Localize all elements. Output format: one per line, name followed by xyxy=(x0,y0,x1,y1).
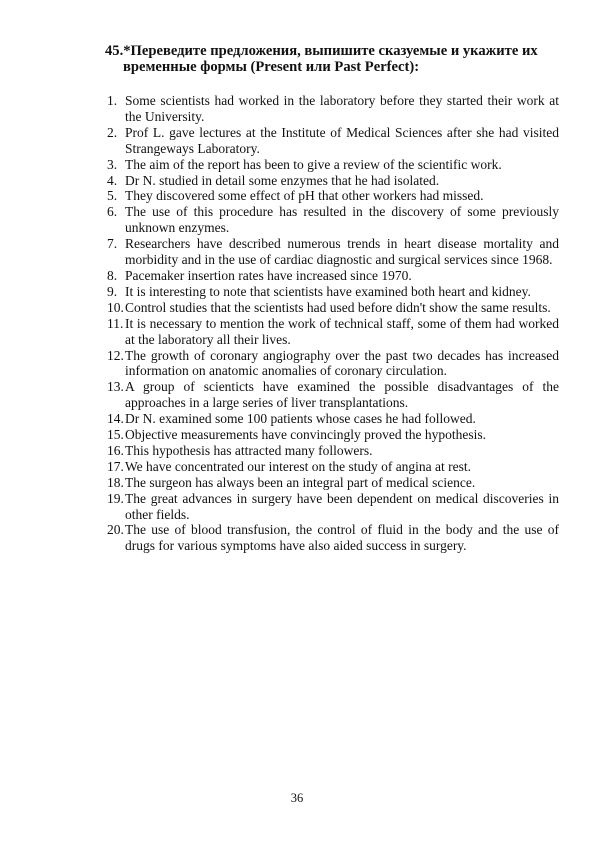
sentence-item xyxy=(107,316,559,348)
sentence-text: Pacemaker insertion rates have increased since 1970. xyxy=(125,267,412,283)
sentence-text: The surgeon has always been an integral part of medical science. xyxy=(125,474,476,490)
sentence-number: 18. xyxy=(107,474,124,490)
sentence-text: Dr N. examined some 100 patients whose cases he had followed. xyxy=(125,411,476,427)
sentence-number: 3. xyxy=(107,156,118,172)
sentence-item xyxy=(107,268,559,284)
sentence-number: 8. xyxy=(107,267,118,283)
sentence-item xyxy=(107,204,559,236)
sentence-text: Control studies that the scientists had used before didn't show the same results. xyxy=(125,299,551,315)
sentence-item xyxy=(107,522,559,554)
sentence-text: It is interesting to note that scientists have examined both heart and kidney. xyxy=(125,283,531,299)
sentence-item xyxy=(107,157,559,173)
exercise-number: 45.* xyxy=(105,43,131,59)
sentence-number: 14. xyxy=(107,411,124,427)
sentence-number: 12. xyxy=(107,347,124,363)
sentence-item xyxy=(107,411,559,427)
sentence-number: 9. xyxy=(107,283,118,299)
page-number: 36 xyxy=(290,791,304,805)
sentence-number: 4. xyxy=(107,172,118,188)
sentence-item xyxy=(107,459,559,475)
sentence-list xyxy=(107,93,559,554)
sentence-text: Prof L. gave lectures at the Institute of Medical Sciences after she had visited Strangeways Laboratory. xyxy=(125,124,559,156)
sentence-item xyxy=(107,379,559,411)
sentence-item xyxy=(107,236,559,268)
sentence-number: 1. xyxy=(107,93,118,108)
sentence-item xyxy=(107,173,559,189)
sentence-item xyxy=(107,300,559,316)
sentence-text: Researchers have described numerous trends in heart disease mortality and morbidity and in the use of cardiac diagnostic and surgical services since 1968. xyxy=(125,236,559,268)
sentence-item xyxy=(107,427,559,443)
sentence-text: A group of scienticts have examined the possible disadvantages of the approaches in a large series of liver transplantations. xyxy=(125,379,559,411)
exercise-instruction-line-2: временные формы (Present или Past Perfect): xyxy=(123,59,420,75)
sentence-number: 11. xyxy=(107,315,124,331)
exercise-heading xyxy=(105,43,560,75)
sentence-item xyxy=(107,348,559,380)
sentence-text: The growth of coronary angiography over the past two decades has increased information on anatomic anomalies of coronary circulation. xyxy=(125,347,559,379)
sentence-number: 17. xyxy=(107,458,124,474)
sentence-item xyxy=(107,443,559,459)
sentence-item xyxy=(107,284,559,300)
sentence-number: 6. xyxy=(107,204,118,220)
sentence-text: This hypothesis has attracted many followers. xyxy=(125,442,373,458)
sentence-number: 7. xyxy=(107,236,118,252)
sentence-text: They discovered some effect of pH that other workers had missed. xyxy=(125,188,484,204)
sentence-number: 15. xyxy=(107,427,124,443)
sentence-item xyxy=(107,125,559,157)
sentence-text: The use of this procedure has resulted in the discovery of some previously unknown enzymes. xyxy=(125,204,559,236)
sentence-text: It is necessary to mention the work of technical staff, some of them had worked at the laboratory all their lives. xyxy=(125,315,559,347)
sentence-number: 19. xyxy=(107,490,124,506)
sentence-number: 2. xyxy=(107,124,118,140)
sentence-item xyxy=(107,491,559,523)
sentence-number: 16. xyxy=(107,442,124,458)
sentence-text: We have concentrated our interest on the study of angina at rest. xyxy=(125,458,472,474)
sentence-text: The use of blood transfusion, the control of fluid in the body and the use of drugs for various symptoms have also aided success in surgery. xyxy=(125,522,559,554)
sentence-number: 10. xyxy=(107,299,124,315)
sentence-text: Dr N. studied in detail some enzymes that he had isolated. xyxy=(125,172,440,188)
sentence-number: 5. xyxy=(107,188,118,204)
sentence-item xyxy=(107,93,559,125)
sentence-item xyxy=(107,188,559,204)
sentence-text: Objective measurements have convincingly proved the hypothesis. xyxy=(125,427,487,443)
sentence-text: The aim of the report has been to give a review of the scientific work. xyxy=(125,156,502,172)
sentence-item xyxy=(107,475,559,491)
sentence-text: Some scientists had worked in the laboratory before they started their work at the University. xyxy=(125,93,559,124)
exercise-instruction-line-1: Переведите предложения, выпишите сказуемые и укажите их xyxy=(130,43,538,59)
sentence-number: 20. xyxy=(107,522,124,538)
sentence-number: 13. xyxy=(107,379,124,395)
sentence-text: The great advances in surgery have been dependent on medical discoveries in other fields. xyxy=(125,490,559,522)
